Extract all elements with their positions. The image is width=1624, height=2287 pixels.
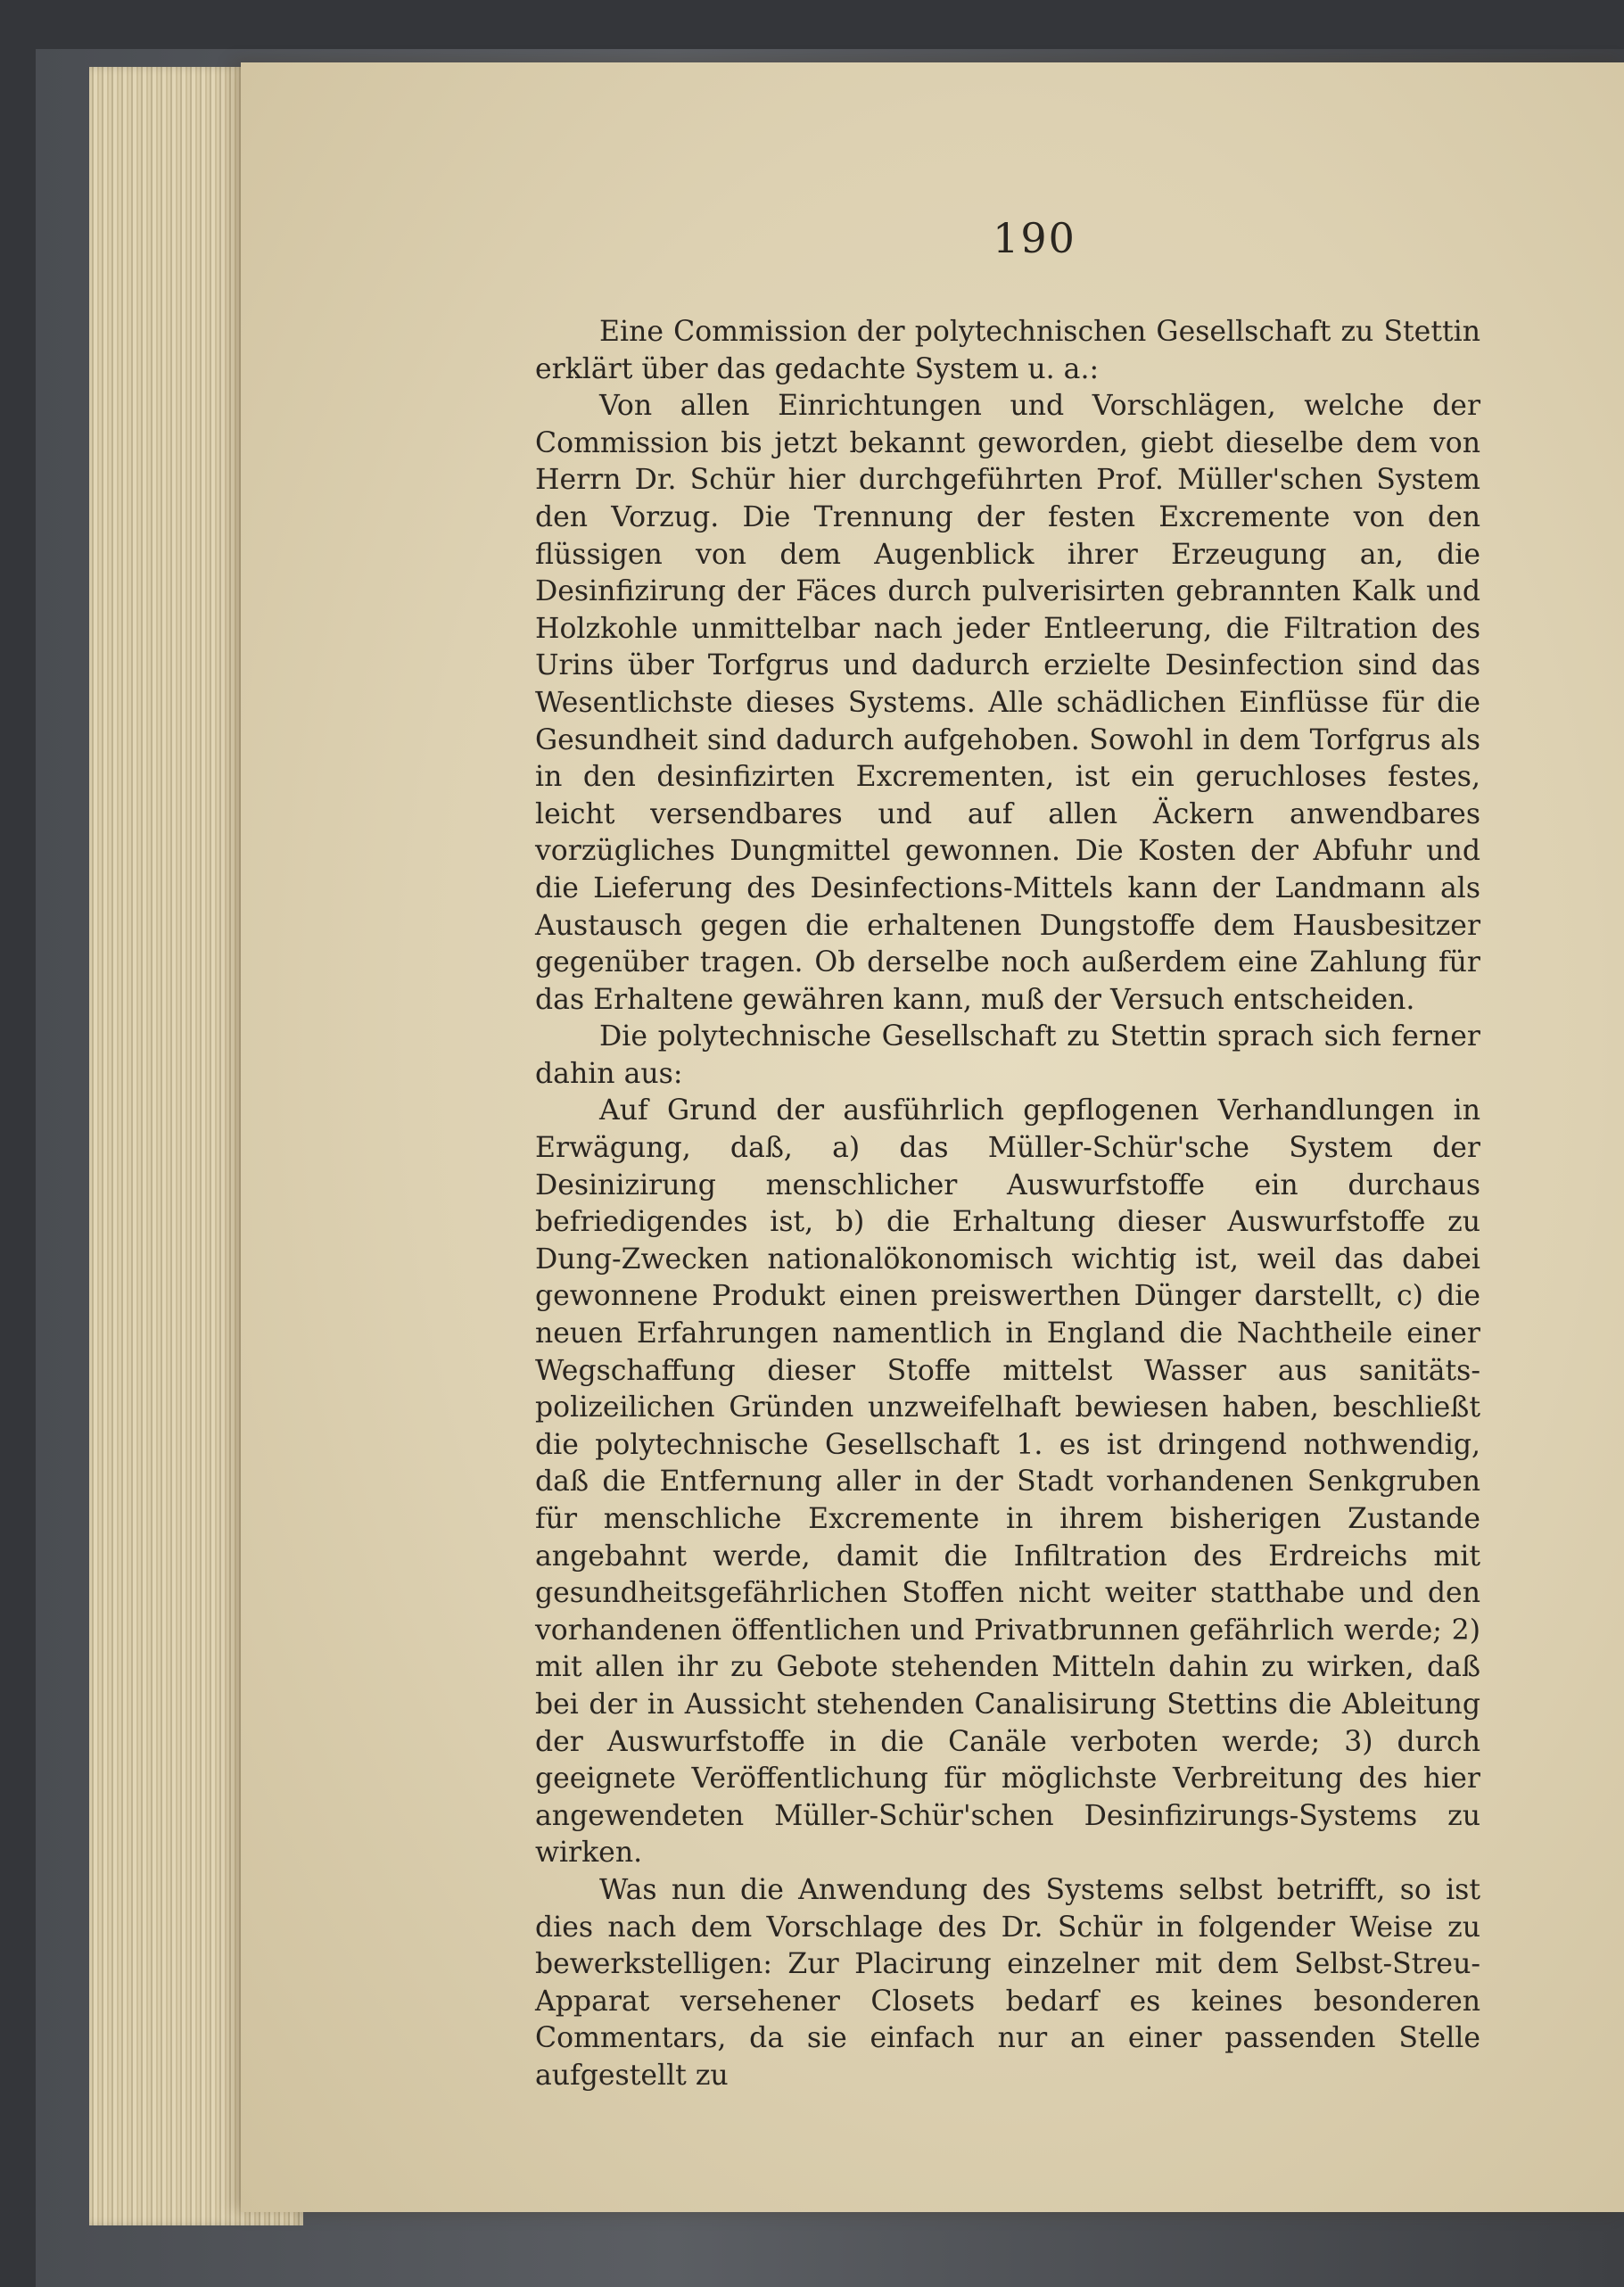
paragraph: Was nun die Anwendung des Systems selbst betrifft, so ist dies nach dem Vorschlage des Dr. Schür in folgender Weise zu bewerkstelligen: Zur Placirung einzelner mit dem Selbst-Streu-Apparat versehener Closets bedarf es keines besonderen Commentars, da sie einfach nur an einer passenden Stelle aufgestellt zu (535, 1873, 1480, 2092)
paragraph: Auf Grund der ausführlich gepflogenen Verhandlungen in Erwägung, daß, a) das Müller-Schür'sche System der Desinizirung menschlicher Auswurfstoffe ein durchaus befriedigendes ist, b) die Erhaltung dieser Auswurfstoffe zu Dung-Zwecken nationalökonomisch wichtig ist, weil das dabei gewonnene Produkt einen preiswerthen Dünger darstellt, c) die neuen Erfahrungen namentlich in England die Nachtheile einer Wegschaffung dieser Stoffe mittelst Wasser aus sanitäts-polizeilichen Gründen unzweifelhaft bewiesen haben, beschließt die polytechnische Gesellschaft 1. es ist dringend nothwendig, daß die Entfernung aller in der Stadt vorhandenen Senkgruben für menschliche Excremente in ihrem bisherigen Zustande angebahnt werde, damit die Infiltration des Erdreichs mit gesundheitsgefährlichen Stoffen nicht weiter statthabe und den vorhandenen öffentlichen und Privatbrunnen gefährlich werde; 2) mit allen ihr zu Gebote stehenden Mitteln dahin zu wirken, daß bei der in Aussicht stehenden Canalisirung Stettins die Ableitung der Auswurfstoffe in die Canäle verboten werde; 3) durch geeignete Veröffentlichung für möglichste Verbreitung des hier angewendeten Müller-Schür'schen Desinfizirungs-Systems zu wirken. (535, 1094, 1480, 1870)
paragraph: Eine Commission der polytechnischen Gesellschaft zu Stettin erklärt über das gedachte System u. a.: (535, 316, 1480, 385)
page-number: 190 (993, 214, 1076, 262)
paragraph: Von allen Einrichtungen und Vorschlägen, welche der Commission bis jetzt bekannt geworden, giebt dieselbe dem von Herrn Dr. Schür hier durchgeführten Prof. Müller'schen System den Vorzug. Die Trennung der festen Excremente von den flüssigen von dem Augenblick ihrer Erzeugung an, die Desinfizirung der Fäces durch pulverisirten gebrannten Kalk und Holzkohle unmittelbar nach jeder Entleerung, die Filtration des Urins über Torfgrus und dadurch erzielte Desinfection sind das Wesentlichste dieses Systems. Alle schädlichen Einflüsse für die Gesundheit sind dadurch aufgehoben. Sowohl in dem Torfgrus als in den desinfizirten Excrementen, ist ein geruchloses festes, leicht versendbares und auf allen Äckern anwendbares vorzügliches Dungmittel gewonnen. Die Kosten der Abfuhr und die Lieferung des Desinfections-Mittels kann der Landmann als Austausch gegen die erhaltenen Dungstoffe dem Hausbesitzer gegenüber tragen. Ob derselbe noch außerdem eine Zahlung für das Erhaltene gewähren kann, muß der Versuch entscheiden. (535, 390, 1480, 1016)
paragraph: Die polytechnische Gesellschaft zu Stettin sprach sich ferner dahin aus: (535, 1020, 1480, 1090)
text-body (535, 314, 1480, 2095)
